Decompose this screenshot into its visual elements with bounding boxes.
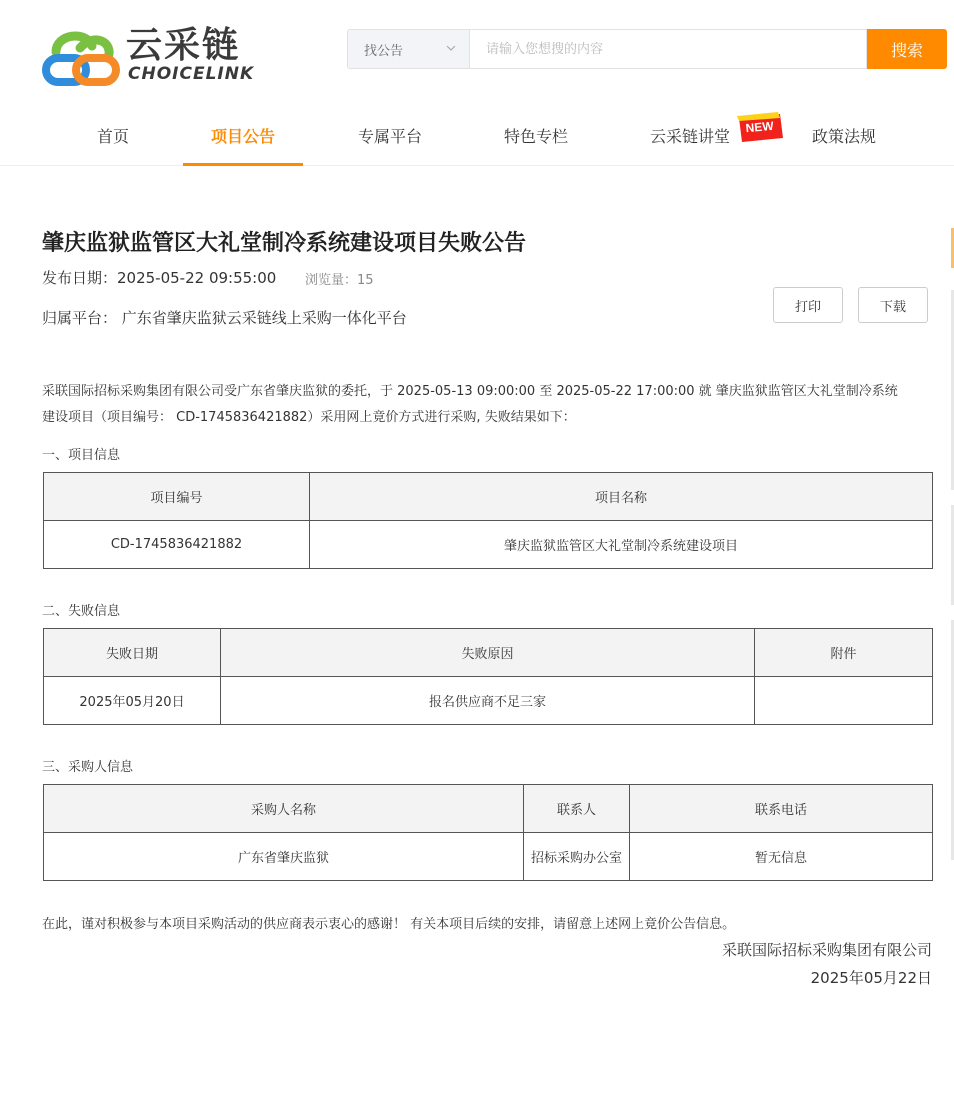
nav-item-lecture-hall[interactable]: 云采链讲堂 xyxy=(649,127,730,146)
new-badge-icon xyxy=(736,112,784,142)
table-cell: 报名供应商不足三家 xyxy=(221,677,755,725)
signature-date: 2025年05月22日 xyxy=(810,969,932,987)
table-header-cell: 联系人 xyxy=(524,785,630,833)
table-header-row xyxy=(44,473,933,521)
attachment-cell xyxy=(755,677,933,725)
section-title-purchaser-info: 三、采购人信息 xyxy=(42,760,134,775)
purchaser-info-table xyxy=(43,784,933,881)
logo-text-en: CHOICELINK xyxy=(128,64,255,84)
download-button[interactable]: 下载 xyxy=(858,287,928,323)
table-cell: 肇庆监狱监管区大礼堂制冷系统建设项目 xyxy=(310,521,933,569)
table-cell: 广东省肇庆监狱 xyxy=(44,833,524,881)
platform-label: 归属平台： 广东省肇庆监狱云采链线上采购一体化平台 xyxy=(42,309,407,327)
table-row xyxy=(44,677,933,725)
nav-item-home[interactable]: 首页 xyxy=(96,127,129,146)
table-row xyxy=(44,833,933,881)
intro-paragraph xyxy=(42,379,934,431)
logo-text-cn: 云采链 xyxy=(126,25,241,66)
nav-item-exclusive-platform[interactable]: 专属平台 xyxy=(357,127,422,146)
section-title-failure-info: 二、失败信息 xyxy=(42,604,121,619)
chevron-down-icon xyxy=(445,42,457,57)
page-title: 肇庆监狱监管区大礼堂制冷系统建设项目失败公告 xyxy=(42,231,527,256)
closing-text: 在此，谨对积极参与本项目采购活动的供应商表示衷心的感谢！ 有关本项目后续的安排，请留意上述网上竟价公告信息。 xyxy=(42,917,736,932)
table-cell: 招标采购办公室 xyxy=(524,833,630,881)
search-bar xyxy=(347,29,947,69)
nav-item-project-notices[interactable]: 项目公告 xyxy=(183,110,303,165)
search-category-select[interactable] xyxy=(347,29,469,69)
search-input[interactable] xyxy=(469,29,867,69)
print-button[interactable]: 打印 xyxy=(773,287,843,323)
logo[interactable] xyxy=(42,24,257,88)
table-header-cell: 联系电话 xyxy=(630,785,933,833)
table-header-cell: 失败原因 xyxy=(221,629,755,677)
nav-item-policies[interactable]: 政策法规 xyxy=(811,127,876,146)
search-button[interactable]: 搜索 xyxy=(867,29,947,69)
search-category-label: 找公告 xyxy=(364,43,404,59)
intro-line-1: 采联国际招标采购集团有限公司受广东省肇庆监狱的委托，于 2025-05-13 09:00:00 至 2025-05-22 17:00:00 就 肇庆监狱监管区大礼堂制冷系统 xyxy=(42,384,898,399)
table-header-row xyxy=(44,785,933,833)
view-count: 浏览量：15 xyxy=(305,273,374,288)
nav-item-featured-column[interactable]: 特色专栏 xyxy=(503,127,568,146)
table-header-cell: 项目名称 xyxy=(310,473,933,521)
table-cell: 暂无信息 xyxy=(630,833,933,881)
intro-line-2: 建设项目（项目编号： CD-1745836421882）采用网上竟价方式进行采购, 失败结果如下： xyxy=(42,410,576,425)
table-header-cell: 项目编号 xyxy=(44,473,310,521)
table-header-row xyxy=(44,629,933,677)
table-header-cell: 附件 xyxy=(755,629,933,677)
table-cell: 2025年05月20日 xyxy=(44,677,221,725)
table-row xyxy=(44,521,933,569)
section-title-project-info: 一、项目信息 xyxy=(42,448,121,463)
table-header-cell: 采购人名称 xyxy=(44,785,524,833)
table-header-cell: 失败日期 xyxy=(44,629,221,677)
logo-mark xyxy=(42,24,126,88)
failure-info-table xyxy=(43,628,933,725)
publish-date: 发布日期：2025-05-22 09:55:00 xyxy=(42,269,277,287)
project-info-table xyxy=(43,472,933,569)
main-nav xyxy=(0,110,954,166)
new-badge-text: NEW xyxy=(745,118,775,136)
signature-company: 采联国际招标采购集团有限公司 xyxy=(721,941,932,959)
table-cell: CD-1745836421882 xyxy=(44,521,310,569)
